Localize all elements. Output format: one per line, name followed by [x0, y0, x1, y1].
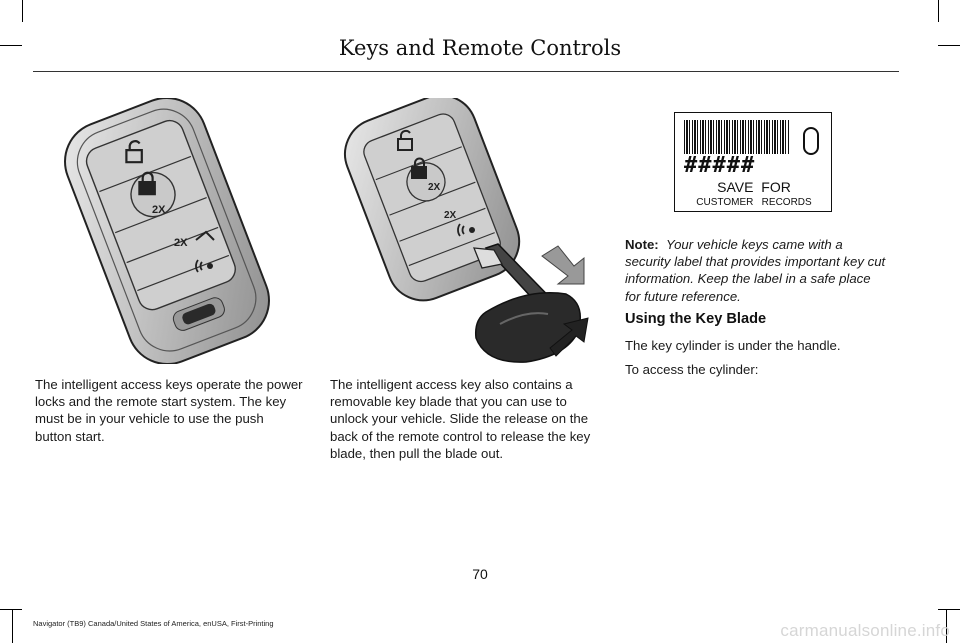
remote-start-2x-label: 2X — [174, 237, 188, 249]
crop-mark-bottom-right-h — [938, 609, 960, 610]
key-blade-figure — [336, 98, 602, 364]
col3-paragraph-1: The key cylinder is under the handle. — [625, 338, 841, 353]
crop-mark-top-right-v — [938, 0, 939, 22]
security-label-figure — [674, 112, 832, 212]
customer-records-label: CUSTOMER RECORDS — [696, 197, 812, 208]
key-code-hashes: ##### — [684, 153, 756, 178]
col3-paragraph-2: To access the cylinder: — [625, 362, 759, 377]
save-for-label: SAVE FOR — [717, 179, 791, 195]
remote-start-2x-label: 2X — [444, 210, 457, 221]
panic-2x-label: 2X — [428, 182, 441, 193]
page-title: Keys and Remote Controls — [338, 36, 622, 60]
barcode — [684, 120, 790, 154]
key-cylinder-icon — [803, 127, 819, 155]
col2-paragraph: The intelligent access key also contains a removable key blade that you can use to unlock your vehicle. Slide the release on the back of the remote control to release the key blade, then pull the blade out. — [330, 377, 591, 461]
col1-paragraph: The intelligent access keys operate the power locks and the remote start system. The key must be in your vehicle to use the push button start. — [35, 377, 303, 444]
panic-2x-label: 2X — [152, 204, 166, 216]
note-label: Note: — [625, 237, 659, 252]
crop-mark-top-left-v — [22, 0, 23, 22]
security-note — [625, 236, 887, 305]
page-number: 70 — [472, 566, 488, 582]
footer-text: Navigator (TB9) Canada/United States of America, enUSA, First-Printing — [33, 619, 274, 628]
watermark: carmanualsonline.info — [780, 621, 950, 640]
key-fob-figure — [38, 98, 296, 364]
section-heading: Using the Key Blade — [625, 311, 767, 327]
crop-mark-bottom-left-h — [0, 609, 22, 610]
note-text: Your vehicle keys came with a security label that provides important key cut information. Keep the label in a safe place for future reference. — [625, 237, 886, 304]
crop-mark-bottom-left-v — [12, 609, 13, 643]
header-rule — [33, 71, 899, 72]
